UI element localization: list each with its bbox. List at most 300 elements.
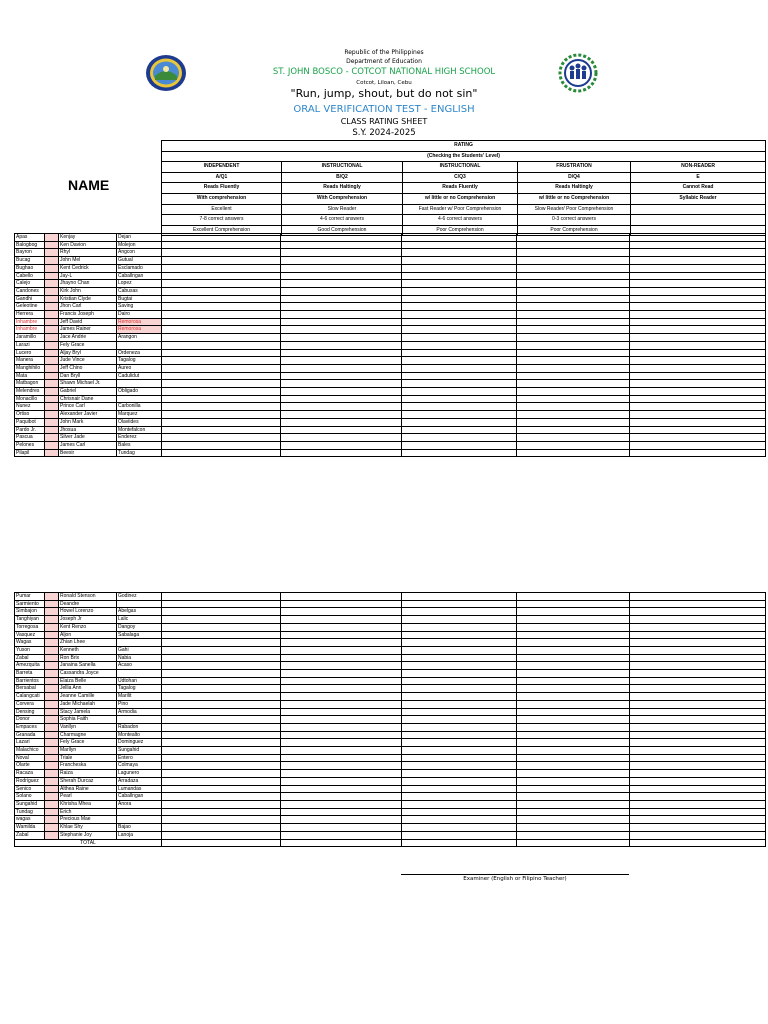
rating-instructional-b-cell [281, 677, 402, 685]
rating-frustration-cell [517, 303, 630, 311]
rating-independent-cell [162, 264, 281, 272]
answers-cell: 4-6 correct answers [403, 215, 518, 226]
rating-independent-cell [162, 349, 281, 357]
student-row [15, 777, 766, 785]
rating-frustration-cell [517, 793, 630, 801]
firstname-cell: Kirk John [59, 287, 117, 295]
student-row [15, 326, 766, 334]
student-row [15, 623, 766, 631]
marker-cell [45, 272, 59, 280]
rating-instructional-c-cell [402, 654, 517, 662]
rating-instructional-c-cell [402, 372, 517, 380]
student-row [15, 426, 766, 434]
rating-frustration-cell [517, 608, 630, 616]
rating-instructional-b-cell [281, 326, 402, 334]
rating-instructional-c-cell [402, 693, 517, 701]
rating-frustration-cell [517, 434, 630, 442]
marker-cell [45, 670, 59, 678]
rating-independent-cell [162, 793, 281, 801]
level-cell: INDEPENDENT [162, 162, 282, 173]
rating-frustration-cell [517, 395, 630, 403]
surname-cell: Pelones [15, 441, 45, 449]
rating-nonreader-cell [630, 808, 766, 816]
firstname-cell: Francis Joseph [59, 311, 117, 319]
middlename-cell: Arradaza [117, 777, 162, 785]
rating-instructional-c-cell [402, 593, 517, 601]
rating-nonreader-cell [630, 623, 766, 631]
rating-nonreader-cell [630, 341, 766, 349]
student-row [15, 662, 766, 670]
firstname-cell: Jhayno Chan [59, 280, 117, 288]
rating-instructional-b-cell [281, 800, 402, 808]
rating-instructional-c-cell [402, 670, 517, 678]
marker-cell [45, 754, 59, 762]
middlename-cell: Dangoy [117, 623, 162, 631]
surname-cell: Bersabal [15, 685, 45, 693]
student-row [15, 608, 766, 616]
middlename-cell: Lanoja [117, 831, 162, 839]
student-row [15, 600, 766, 608]
firstname-cell: Prince Carl [59, 403, 117, 411]
rating-frustration-cell [517, 631, 630, 639]
rating-independent-cell [162, 449, 281, 457]
marker-cell [45, 747, 59, 755]
student-row [15, 693, 766, 701]
rating-independent-cell [162, 364, 281, 372]
rating-independent-cell [162, 693, 281, 701]
middlename-cell: Montefalcon [117, 426, 162, 434]
marker-cell [45, 700, 59, 708]
rating-nonreader-cell [630, 631, 766, 639]
rating-instructional-c-cell [402, 754, 517, 762]
rating-instructional-c-cell [402, 716, 517, 724]
code-cell: D/Q4 [518, 172, 631, 183]
rating-instructional-b-cell [281, 272, 402, 280]
rating-nonreader-cell [630, 654, 766, 662]
rating-instructional-b-cell [281, 685, 402, 693]
firstname-cell: Ken Davion [59, 241, 117, 249]
surname-cell: Mata [15, 372, 45, 380]
rating-instructional-b-cell [281, 303, 402, 311]
rating-independent-cell [162, 731, 281, 739]
firstname-cell: Triale [59, 754, 117, 762]
student-row [15, 831, 766, 839]
student-row [15, 449, 766, 457]
rating-instructional-c-cell [402, 816, 517, 824]
rating-nonreader-cell [630, 816, 766, 824]
student-row [15, 311, 766, 319]
marker-cell [45, 831, 59, 839]
marker-cell [45, 770, 59, 778]
rating-instructional-b-cell [281, 708, 402, 716]
firstname-cell: Jeff Chino [59, 364, 117, 372]
middlename-cell: Abelgas [117, 608, 162, 616]
rating-instructional-c-cell [402, 334, 517, 342]
rating-independent-cell [162, 770, 281, 778]
rating-instructional-c-cell [402, 264, 517, 272]
firstname-cell: Erich [59, 808, 117, 816]
student-row [15, 357, 766, 365]
rating-instructional-c-cell [402, 426, 517, 434]
rating-independent-cell [162, 685, 281, 693]
marker-cell [45, 318, 59, 326]
middlename-cell: Remorosa [117, 326, 162, 334]
rating-instructional-c-cell [402, 449, 517, 457]
rating-instructional-b-cell [281, 831, 402, 839]
marker-cell [45, 326, 59, 334]
middlename-cell: Rabadon [117, 723, 162, 731]
firstname-cell: John Mel [59, 257, 117, 265]
marker-cell [45, 280, 59, 288]
rating-instructional-b-cell [281, 295, 402, 303]
surname-cell: Larazi [15, 341, 45, 349]
student-row [15, 395, 766, 403]
reads-cell: Cannot Read [631, 183, 766, 194]
rating-instructional-c-cell [402, 777, 517, 785]
rating-instructional-c-cell [402, 646, 517, 654]
firstname-cell: Jeff David [59, 318, 117, 326]
rating-instructional-b-cell [281, 793, 402, 801]
student-row [15, 257, 766, 265]
rating-instructional-b-cell [281, 380, 402, 388]
surname-cell: Pilapil [15, 449, 45, 457]
middlename-cell: Caballngan [117, 793, 162, 801]
rating-independent-cell [162, 677, 281, 685]
name-column-label: NAME [68, 177, 110, 193]
surname-cell: Ortiso [15, 411, 45, 419]
rating-nonreader-cell [630, 700, 766, 708]
surname-cell: Rodriguez [15, 777, 45, 785]
marker-cell [45, 646, 59, 654]
rating-nonreader-cell [630, 418, 766, 426]
surname-cell: Calejo [15, 280, 45, 288]
student-table-bottom [14, 592, 766, 847]
rating-frustration-cell [517, 257, 630, 265]
rating-instructional-b-cell [281, 234, 402, 242]
rating-instructional-c-cell [402, 700, 517, 708]
code-cell: B/Q2 [282, 172, 403, 183]
rating-instructional-b-cell [281, 287, 402, 295]
rating-frustration-cell [517, 295, 630, 303]
rating-independent-cell [162, 608, 281, 616]
rating-frustration-cell [517, 334, 630, 342]
rating-instructional-c-cell [402, 631, 517, 639]
rating-nonreader-cell [630, 380, 766, 388]
rating-frustration-cell [517, 831, 630, 839]
rating-nonreader-cell [630, 731, 766, 739]
surname-cell: Candones [15, 287, 45, 295]
student-row [15, 824, 766, 832]
school-seal-logo [145, 54, 187, 92]
school-address: Cotcot, Liloan, Cebu [356, 80, 412, 86]
firstname-cell: Althea Raine [59, 785, 117, 793]
firstname-cell: Jeanne Camille [59, 693, 117, 701]
firstname-cell: Sophia Faith [59, 716, 117, 724]
surname-cell: Wagas [15, 639, 45, 647]
middlename-cell: Bales [117, 441, 162, 449]
rating-nonreader-cell [630, 303, 766, 311]
rating-independent-cell [162, 654, 281, 662]
firstname-cell: Khlae Shy [59, 824, 117, 832]
rating-instructional-b-cell [281, 631, 402, 639]
rating-instructional-c-cell [402, 272, 517, 280]
rating-instructional-c-cell [402, 608, 517, 616]
middlename-cell: Obligado [117, 388, 162, 396]
total-cell [517, 839, 630, 847]
rating-frustration-cell [517, 241, 630, 249]
rating-nonreader-cell [630, 357, 766, 365]
answers-cell: 4-6 correct answers [282, 215, 403, 226]
comp-cell: With Comprehension [282, 193, 403, 204]
rating-nonreader-cell [630, 395, 766, 403]
rating-instructional-b-cell [281, 816, 402, 824]
firstname-cell: Jhon Carl [59, 303, 117, 311]
surname-cell: Pascua [15, 434, 45, 442]
surname-cell: Geleotine [15, 303, 45, 311]
rating-nonreader-cell [630, 770, 766, 778]
rating-frustration-cell [517, 808, 630, 816]
sheet-title: CLASS RATING SHEET [340, 117, 428, 126]
rating-independent-cell [162, 441, 281, 449]
rating-instructional-b-cell [281, 334, 402, 342]
middlename-cell: Dominguez [117, 739, 162, 747]
rating-instructional-c-cell [402, 747, 517, 755]
result-cell: Poor Comprehension [518, 225, 631, 236]
rating-instructional-b-cell [281, 700, 402, 708]
marker-cell [45, 372, 59, 380]
student-row [15, 770, 766, 778]
middlename-cell: Tundag [117, 449, 162, 457]
rating-instructional-c-cell [402, 434, 517, 442]
marker-cell [45, 808, 59, 816]
middlename-cell: Ordeneza [117, 349, 162, 357]
student-row [15, 654, 766, 662]
surname-cell: Pumar [15, 593, 45, 601]
student-row [15, 241, 766, 249]
rating-independent-cell [162, 762, 281, 770]
rating-frustration-cell [517, 380, 630, 388]
surname-cell: Amezquita [15, 662, 45, 670]
surname-cell: Monacillo [15, 395, 45, 403]
answers-cell [631, 215, 766, 226]
rating-frustration-cell [517, 593, 630, 601]
rating-nonreader-cell [630, 272, 766, 280]
rating-independent-cell [162, 326, 281, 334]
rating-frustration-cell [517, 418, 630, 426]
rating-independent-cell [162, 411, 281, 419]
rating-independent-cell [162, 234, 281, 242]
marker-cell [45, 777, 59, 785]
student-row [15, 280, 766, 288]
surname-cell: Bughao [15, 264, 45, 272]
rating-instructional-c-cell [402, 364, 517, 372]
rating-nonreader-cell [630, 831, 766, 839]
marker-cell [45, 762, 59, 770]
rating-frustration-cell [517, 364, 630, 372]
rating-independent-cell [162, 708, 281, 716]
middlename-cell: Tagalog [117, 357, 162, 365]
rating-independent-cell [162, 434, 281, 442]
student-row [15, 234, 766, 242]
rating-instructional-c-cell [402, 685, 517, 693]
student-row [15, 434, 766, 442]
middlename-cell: Lumandas [117, 785, 162, 793]
rating-nonreader-cell [630, 349, 766, 357]
firstname-cell: Sherah Durcaz [59, 777, 117, 785]
rating-instructional-c-cell [402, 241, 517, 249]
marker-cell [45, 349, 59, 357]
surname-cell: Zabal [15, 654, 45, 662]
rating-nonreader-cell [630, 670, 766, 678]
student-row [15, 670, 766, 678]
rating-nonreader-cell [630, 662, 766, 670]
firstname-cell: Charmagne [59, 731, 117, 739]
middlename-cell: Godinez [117, 593, 162, 601]
middlename-cell: Molejon [117, 241, 162, 249]
rating-instructional-c-cell [402, 341, 517, 349]
rating-nonreader-cell [630, 287, 766, 295]
student-row [15, 341, 766, 349]
marker-cell [45, 816, 59, 824]
rating-instructional-c-cell [402, 249, 517, 257]
rating-independent-cell [162, 754, 281, 762]
rating-instructional-b-cell [281, 403, 402, 411]
firstname-cell: Joseph Jr [59, 616, 117, 624]
rating-nonreader-cell [630, 785, 766, 793]
firstname-cell: Stephanie Joy [59, 831, 117, 839]
marker-cell [45, 716, 59, 724]
marker-cell [45, 411, 59, 419]
student-row [15, 441, 766, 449]
rating-frustration-cell [517, 708, 630, 716]
rating-frustration-cell [517, 723, 630, 731]
middlename-cell: Dairo [117, 311, 162, 319]
rating-independent-cell [162, 616, 281, 624]
rating-instructional-b-cell [281, 754, 402, 762]
rating-instructional-b-cell [281, 785, 402, 793]
rating-frustration-cell [517, 639, 630, 647]
firstname-cell: Janaina Sanella [59, 662, 117, 670]
rating-independent-cell [162, 388, 281, 396]
rating-instructional-c-cell [402, 793, 517, 801]
rating-nonreader-cell [630, 372, 766, 380]
firstname-cell: Kenneth [59, 646, 117, 654]
rating-nonreader-cell [630, 723, 766, 731]
firstname-cell: Francheska [59, 762, 117, 770]
middlename-cell: Udtohan [117, 677, 162, 685]
rating-instructional-c-cell [402, 418, 517, 426]
rating-nonreader-cell [630, 708, 766, 716]
rating-instructional-b-cell [281, 616, 402, 624]
marker-cell [45, 662, 59, 670]
student-row [15, 639, 766, 647]
rating-independent-cell [162, 295, 281, 303]
middlename-cell: Gutual [117, 257, 162, 265]
marker-cell [45, 364, 59, 372]
marker-cell [45, 631, 59, 639]
firstname-cell: Elaiza Belle [59, 677, 117, 685]
marker-cell [45, 341, 59, 349]
middlename-cell [117, 639, 162, 647]
middlename-cell: Tagalog [117, 685, 162, 693]
marker-cell [45, 693, 59, 701]
type-cell: Slow Reader/ Poor Comprehension [518, 204, 631, 215]
rating-instructional-b-cell [281, 623, 402, 631]
surname-cell: Olarte [15, 762, 45, 770]
marker-cell [45, 388, 59, 396]
rating-nonreader-cell [630, 777, 766, 785]
rating-independent-cell [162, 280, 281, 288]
student-row [15, 731, 766, 739]
surname-cell: Inhambre [15, 318, 45, 326]
reads-cell: Reads Fluently [403, 183, 518, 194]
rating-independent-cell [162, 357, 281, 365]
rating-instructional-c-cell [402, 824, 517, 832]
middlename-cell: Entero [117, 754, 162, 762]
firstname-cell: Aljon [59, 631, 117, 639]
rating-instructional-b-cell [281, 349, 402, 357]
surname-cell: Tanghiyan [15, 616, 45, 624]
student-row [15, 800, 766, 808]
rating-independent-cell [162, 716, 281, 724]
rating-independent-cell [162, 723, 281, 731]
rating-frustration-cell [517, 700, 630, 708]
firstname-cell: Gabriel [59, 388, 117, 396]
comp-cell: w/ little or no Comprehension [518, 193, 631, 204]
rating-instructional-c-cell [402, 770, 517, 778]
motto: "Run, jump, shout, but do not sin" [290, 87, 478, 100]
surname-cell: Pardo Jr. [15, 426, 45, 434]
rating-nonreader-cell [630, 677, 766, 685]
code-cell: E [631, 172, 766, 183]
firstname-cell: Khrisha Mhea [59, 800, 117, 808]
rating-instructional-b-cell [281, 411, 402, 419]
rating-instructional-b-cell [281, 723, 402, 731]
marker-cell [45, 418, 59, 426]
rating-nonreader-cell [630, 608, 766, 616]
marker-cell [45, 685, 59, 693]
rating-instructional-c-cell [402, 395, 517, 403]
total-cell [281, 839, 402, 847]
rating-type-row [162, 204, 766, 215]
rating-frustration-cell [517, 716, 630, 724]
result-cell: Poor Comprehension [403, 225, 518, 236]
department-line: Department of Education [346, 58, 422, 65]
firstname-cell: Marllyn [59, 747, 117, 755]
rating-instructional-b-cell [281, 441, 402, 449]
firstname-cell: Ron Brix [59, 654, 117, 662]
rating-nonreader-cell [630, 593, 766, 601]
rating-instructional-c-cell [402, 287, 517, 295]
student-row [15, 646, 766, 654]
surname-cell: Barreta [15, 670, 45, 678]
rating-nonreader-cell [630, 793, 766, 801]
rating-instructional-c-cell [402, 600, 517, 608]
middlename-cell: Aureo [117, 364, 162, 372]
middlename-cell [117, 380, 162, 388]
rating-instructional-b-cell [281, 770, 402, 778]
rating-instructional-b-cell [281, 395, 402, 403]
firstname-cell: Jace Andrie [59, 334, 117, 342]
answers-cell: 0-3 correct answers [518, 215, 631, 226]
rating-instructional-c-cell [402, 808, 517, 816]
rating-instructional-b-cell [281, 241, 402, 249]
rating-instructional-c-cell [402, 441, 517, 449]
rating-independent-cell [162, 426, 281, 434]
student-row [15, 380, 766, 388]
rating-instructional-c-cell [402, 388, 517, 396]
student-row [15, 411, 766, 419]
